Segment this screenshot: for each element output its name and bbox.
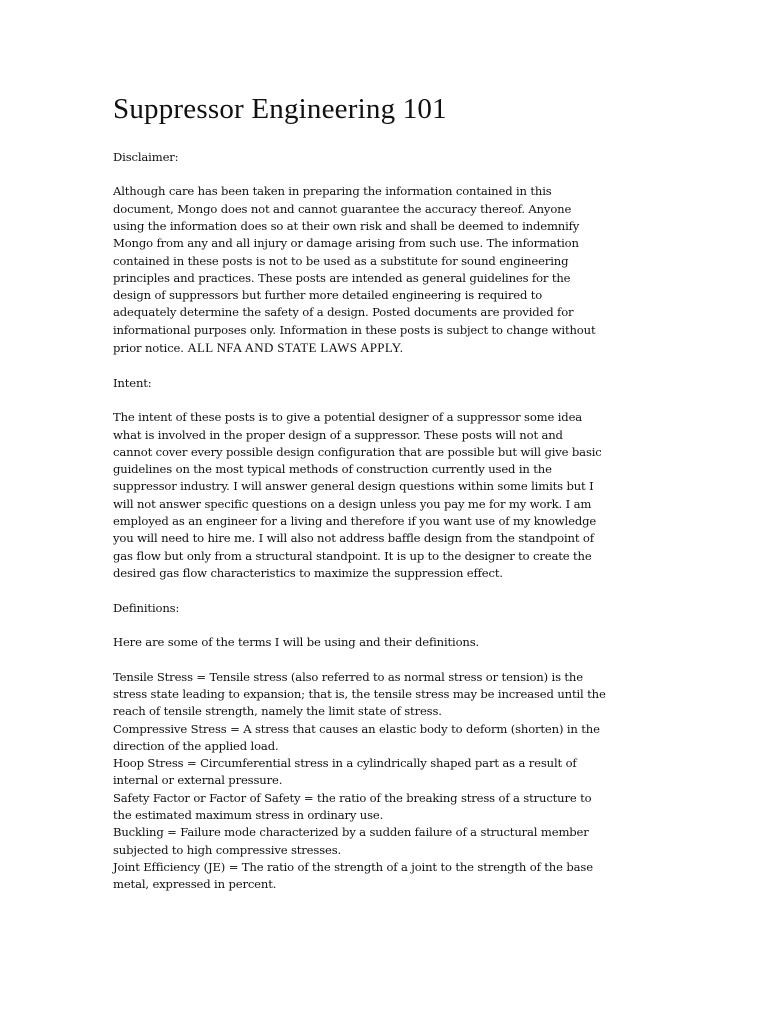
definition-line: Compressive Stress = A stress that causes an elastic body to deform (shorten) in the xyxy=(113,721,600,736)
disclaimer-last-prefix: prior notice. xyxy=(113,341,188,356)
definitions-heading: Definitions: xyxy=(113,600,180,615)
disclaimer-line: Although care has been taken in preparing the information contained in this xyxy=(113,184,552,199)
definition-line: direction of the applied load. xyxy=(113,738,279,753)
definition-line: reach of tensile strength, namely the limit state of stress. xyxy=(113,704,442,719)
disclaimer-last-line xyxy=(113,339,658,357)
intent-heading: Intent: xyxy=(113,375,152,390)
intent-line: cannot cover every possible design configuration that are possible but will give basic xyxy=(113,444,602,459)
disclaimer-line: contained in these posts is not to be used as a substitute for sound engineering xyxy=(113,253,569,268)
disclaimer-heading: Disclaimer: xyxy=(113,149,179,164)
definition-line: Tensile Stress = Tensile stress (also referred to as normal stress or tension) is the xyxy=(113,669,583,684)
intent-line: The intent of these posts is to give a potential designer of a suppressor some idea xyxy=(113,410,583,425)
document-page xyxy=(113,92,658,894)
definition-line: the estimated maximum stress in ordinary use. xyxy=(113,808,384,823)
intent-line: you will need to hire me. I will also not address baffle design from the standpoint of xyxy=(113,531,594,546)
intent-line: desired gas flow characteristics to maximize the suppression effect. xyxy=(113,565,503,580)
disclaimer-line: using the information does so at their own risk and shall be deemed to indemnify xyxy=(113,218,580,233)
disclaimer-paragraph xyxy=(113,183,658,357)
disclaimer-line: informational purposes only. Information in these posts is subject to change without xyxy=(113,322,596,337)
disclaimer-line: document, Mongo does not and cannot guarantee the accuracy thereof. Anyone xyxy=(113,201,572,216)
definition-line: stress state leading to expansion; that is, the tensile stress may be increased until the xyxy=(113,687,606,701)
disclaimer-line: Mongo from any and all injury or damage arising from such use. The information xyxy=(113,236,579,251)
definition-line: Joint Efficiency (JE) = The ratio of the strength of a joint to the strength of the base xyxy=(113,859,593,874)
definition-line: internal or external pressure. xyxy=(113,773,283,788)
definitions-list xyxy=(113,669,658,894)
definition-line: subjected to high compressive stresses. xyxy=(113,842,342,857)
disclaimer-line: principles and practices. These posts are intended as general guidelines for the xyxy=(113,270,571,285)
intent-paragraph xyxy=(113,409,658,582)
definition-line: metal, expressed in percent. xyxy=(113,877,277,892)
intent-line: will not answer specific questions on a design unless you pay me for my work. I am xyxy=(113,496,592,511)
intent-line: gas flow but only from a structural standpoint. It is up to the designer to create the xyxy=(113,548,592,563)
definitions-intro: Here are some of the terms I will be using and their definitions. xyxy=(113,635,480,650)
nfa-laws-notice: ALL NFA AND STATE LAWS APPLY. xyxy=(187,340,404,356)
intent-line: what is involved in the proper design of a suppressor. These posts will not and xyxy=(113,427,563,442)
intent-line: employed as an engineer for a living and therefore if you want use of my knowledge xyxy=(113,514,597,529)
definition-line: Hoop Stress = Circumferential stress in a cylindrically shaped part as a result of xyxy=(113,756,577,771)
disclaimer-line: design of suppressors but further more detailed engineering is required to xyxy=(113,288,543,303)
disclaimer-line: adequately determine the safety of a design. Posted documents are provided for xyxy=(113,305,574,320)
intent-line: suppressor industry. I will answer general design questions within some limits but I xyxy=(113,479,594,494)
intent-line: guidelines on the most typical methods of construction currently used in the xyxy=(113,462,552,477)
definition-line: Safety Factor or Factor of Safety = the ratio of the breaking stress of a structure to xyxy=(113,790,592,805)
definition-line: Buckling = Failure mode characterized by a sudden failure of a structural member xyxy=(113,825,589,840)
document-title: Suppressor Engineering 101 xyxy=(113,93,447,125)
